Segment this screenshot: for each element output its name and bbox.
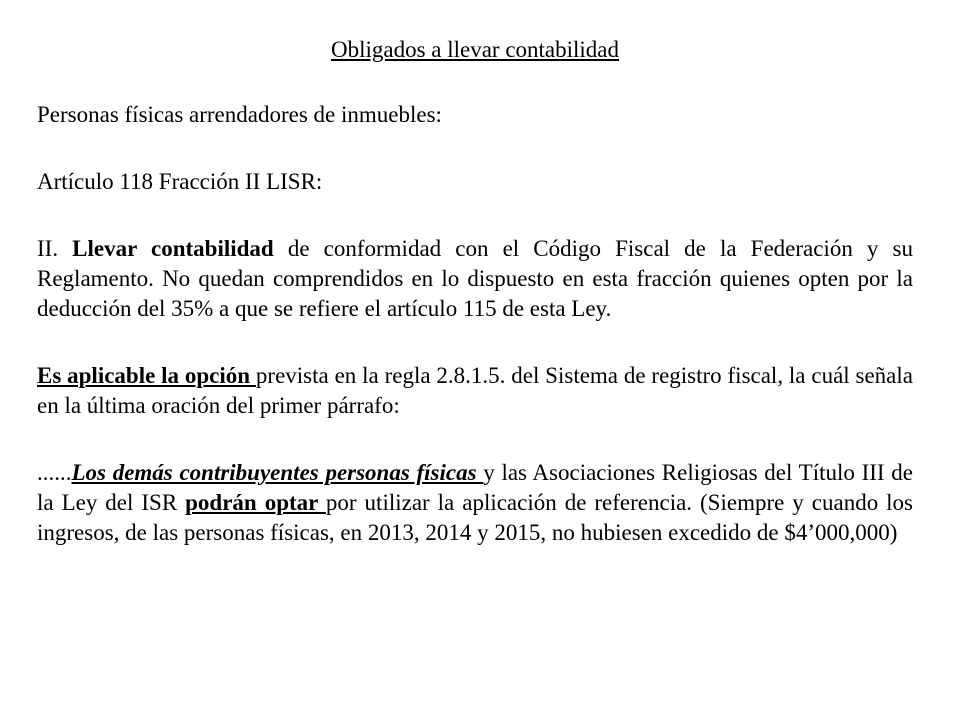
- paragraph-text: de conformidad con el Código Fiscal de la Federación y su Reglamento. No quedan comprendidos en lo dispuesto en esta fracción quienes opten por la deducción del 35% a que se refiere el artículo 115 de esta Ley.: [37, 236, 913, 321]
- emphasis-phrase-may-opt: podrán optar: [185, 490, 326, 515]
- emphasis-phrase-taxpayers: Los demás contribuyentes personas físicas: [71, 460, 484, 485]
- article-reference: Artículo 118 Fracción II LISR:: [37, 169, 323, 194]
- paragraph-fraction-ii: [37, 234, 913, 324]
- paragraph-text-end: por utilizar la aplicación de referencia. (Siempre y cuando los ingresos, de las personas físicas, en 2013, 2014 y 2015, no hubiesen excedido de $4’000,000): [37, 490, 914, 545]
- emphasis-phrase: Es aplicable la opción: [37, 363, 256, 388]
- paragraph-text: prevista en la regla 2.8.1.5. del Sistema de registro fiscal, la cuál señala en la última oración del primer párrafo:: [37, 363, 913, 418]
- subtitle: Personas físicas arrendadores de inmuebles:: [37, 102, 442, 127]
- ellipsis-lead: ......: [37, 460, 72, 485]
- fraction-lead: II.: [37, 236, 73, 261]
- paragraph-quote: [37, 458, 913, 548]
- document-page: [37, 30, 913, 585]
- page-title: Obligados a llevar contabilidad: [330, 37, 620, 62]
- bold-phrase: Llevar contabilidad: [72, 236, 274, 261]
- paragraph-text: y las Asociaciones Religiosas del Título III de la Ley del ISR: [37, 460, 913, 515]
- paragraph-applicable-option: [37, 361, 913, 421]
